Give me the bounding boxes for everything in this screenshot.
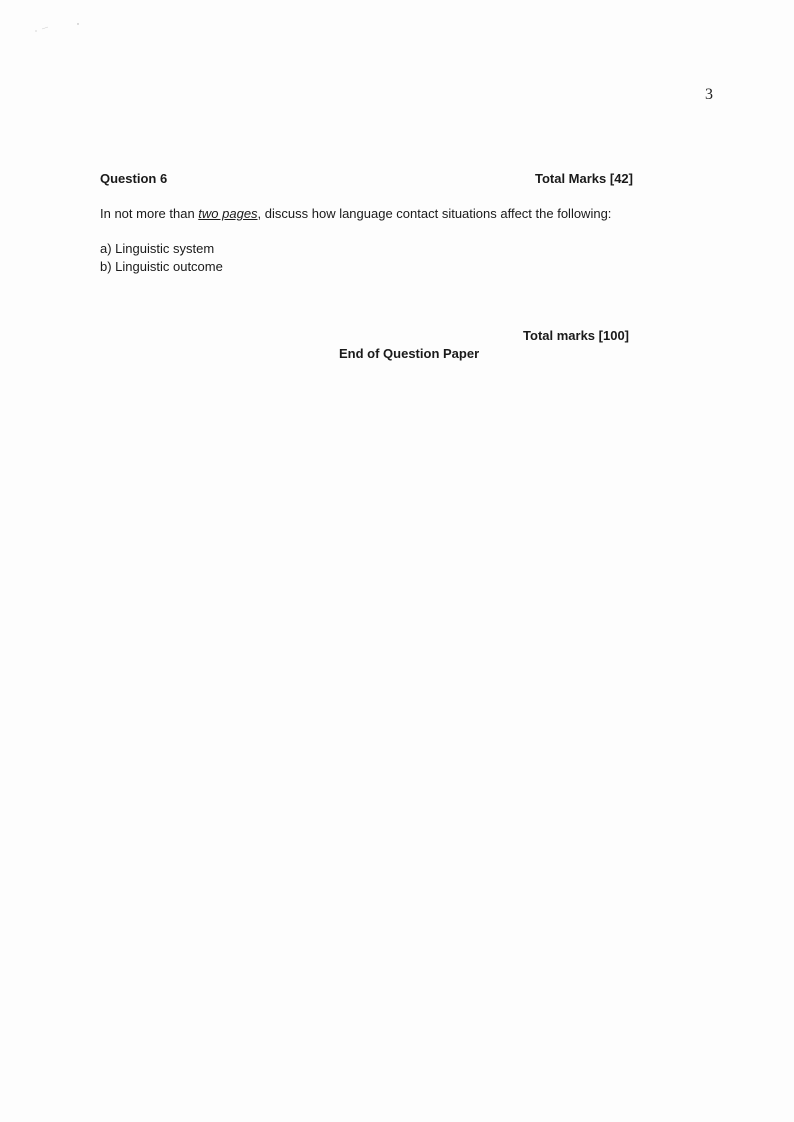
question-label: Question 6: [100, 171, 168, 186]
prompt-emphasis: two pages: [198, 206, 258, 221]
scan-artifact: [34, 22, 84, 34]
question-items: [100, 240, 223, 276]
question-marks: Total Marks [42]: [534, 171, 633, 186]
prompt-text-start: In not more than: [100, 206, 199, 221]
question-item-a: a) Linguistic system: [100, 241, 215, 256]
question-item-b: b) Linguistic outcome: [100, 259, 223, 274]
page-number: 3: [705, 86, 713, 103]
question-header: [100, 171, 633, 186]
end-of-paper: End of Question Paper: [339, 346, 480, 361]
question-prompt: [100, 206, 611, 221]
total-marks: Total marks [100]: [523, 328, 629, 343]
prompt-text-end: , discuss how language contact situations affect the following:: [257, 206, 612, 221]
